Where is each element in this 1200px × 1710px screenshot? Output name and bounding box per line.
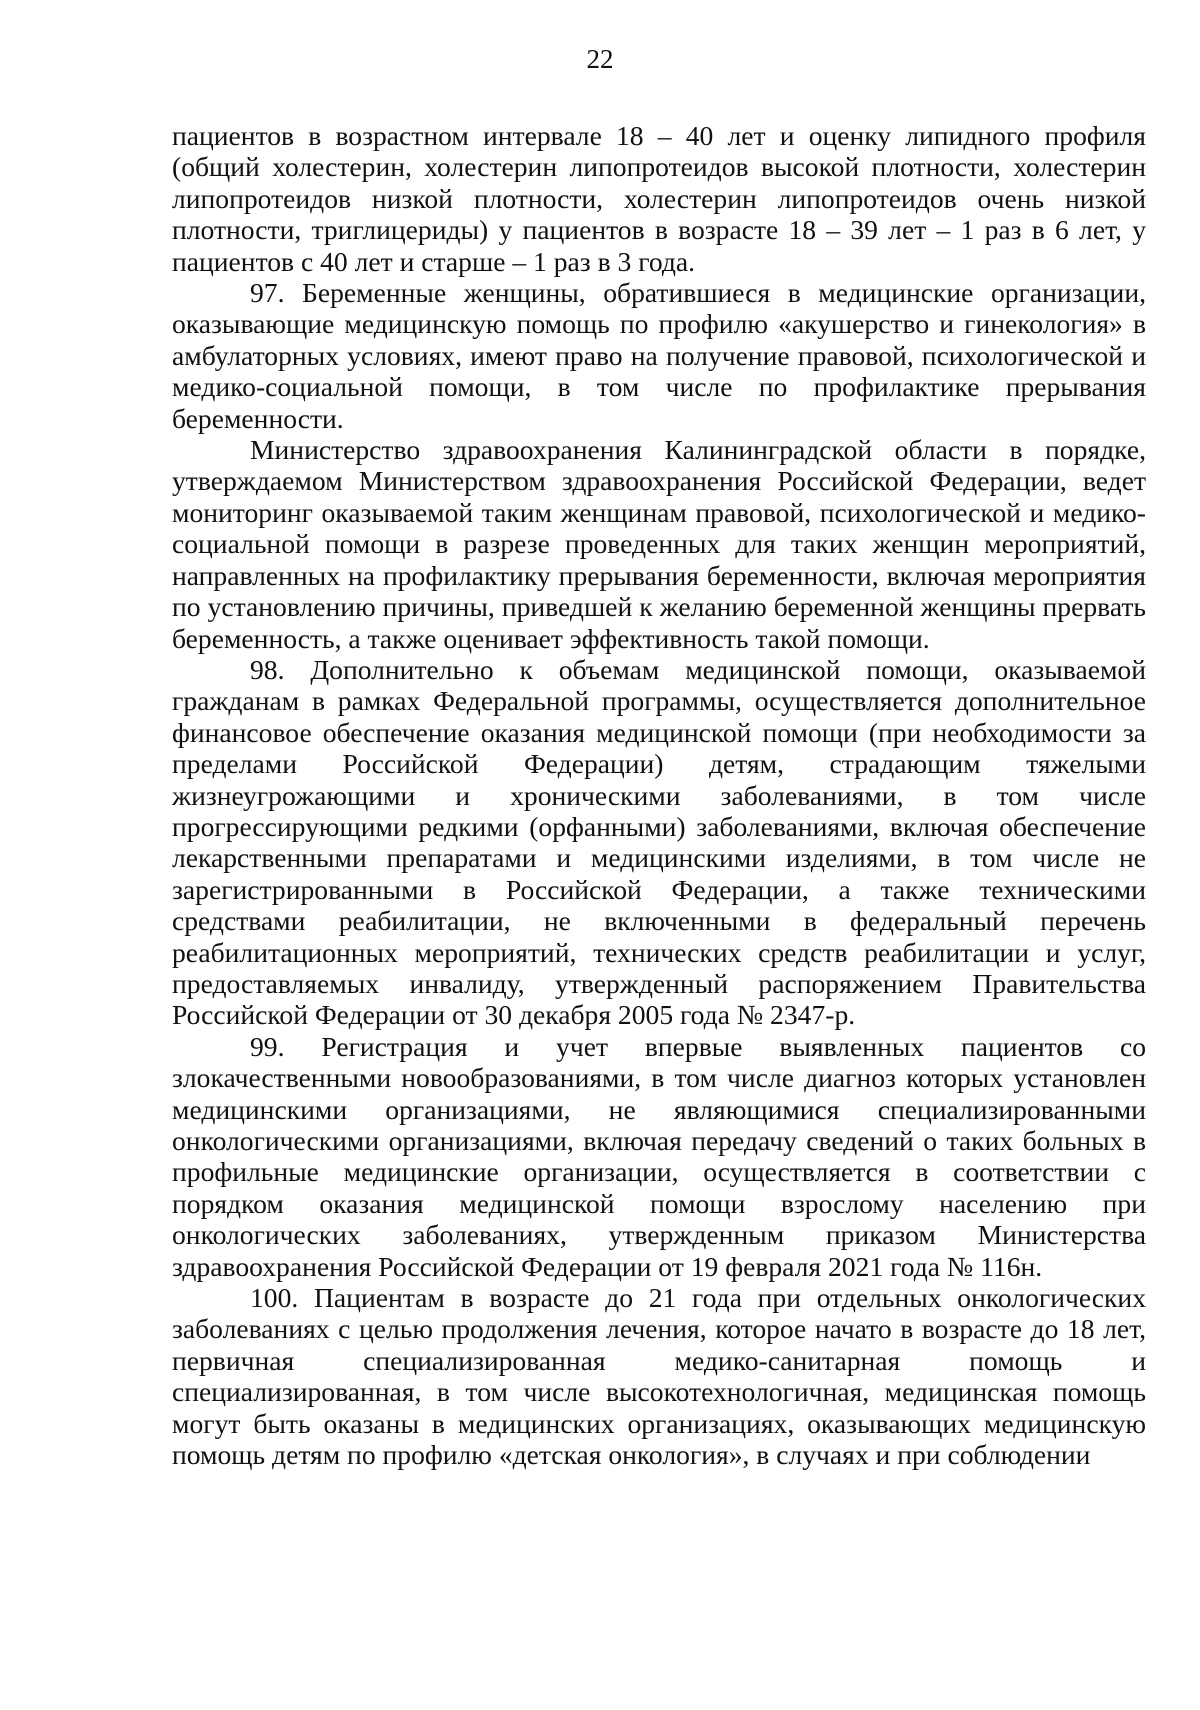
page-number: 22 (586, 44, 614, 74)
paragraph-continued: пациентов в возрастном интервале 18 – 40 лет и оценку липидного профиля (общий холестерин, холестерин липопротеидов высокой плотности, холестерин липопротеидов низкой плотности, холестерин липопротеидов очень низкой плотности, триглицериды) у пациентов в возрасте 18 – 39 лет – 1 раз в 6 лет, у пациентов с 40 лет и старше – 1 раз в 3 года. (172, 120, 1146, 277)
paragraph-97: 97. Беременные женщины, обратившиеся в медицинские организации, оказывающие медицинскую помощь по профилю «акушерство и гинекология» в амбулаторных условиях, имеют право на получение правовой, психологической и медико-социальной помощи, в том числе по профилактике прерывания беременности. (172, 277, 1146, 434)
paragraph-99: 99. Регистрация и учет впервые выявленных пациентов со злокачественными новообразованиями, в том числе диагноз которых установлен медицинскими организациями, не являющимися специализированными онкологическими организациями, включая передачу сведений о таких больных в профильные медицинские организации, осуществляется в соответствии с порядком оказания медицинской помощи взрослому населению при онкологических заболеваниях, утвержденным приказом Министерства здравоохранения Российской Федерации от 19 февраля 2021 года № 116н. (172, 1030, 1146, 1282)
document-body (172, 120, 1146, 1470)
paragraph-100: 100. Пациентам в возрасте до 21 года при отдельных онкологических заболеваниях с целью продолжения лечения, которое начато в возрасте до 18 лет, первичная специализированная медико-санитарная помощь и специализированная, в том числе высокотехнологичная, медицинская помощь могут быть оказаны в медицинских организациях, оказывающих медицинскую помощь детям по профилю «детская онкология», в случаях и при соблюдении (172, 1282, 1146, 1471)
paragraph-98: 98. Дополнительно к объемам медицинской помощи, оказываемой гражданам в рамках Федеральной программы, осуществляется дополнительное финансовое обеспечение оказания медицинской помощи (при необходимости за пределами Российской Федерации) детям, страдающим тяжелыми жизнеугрожающими и хроническими заболеваниями, в том числе прогрессирующими редкими (орфанными) заболеваниями, включая обеспечение лекарственными препаратами и медицинскими изделиями, в том числе не зарегистрированными в Российской Федерации, а также техническими средствами реабилитации, не включенными в федеральный перечень реабилитационных мероприятий, технических средств реабилитации и услуг, предоставляемых инвалиду, утвержденный распоряжением Правительства Российской Федерации от 30 декабря 2005 года № 2347-р. (172, 653, 1146, 1031)
paragraph-97-ministry: Министерство здравоохранения Калининградской области в порядке, утверждаемом Министерством здравоохранения Российской Федерации, ведет мониторинг оказываемой таким женщинам правовой, психологической и медико-социальной помощи в разрезе проведенных для таких женщин мероприятий, направленных на профилактику прерывания беременности, включая мероприятия по установлению причины, приведшей к желанию беременной женщины прервать беременность, а также оценивает эффективность такой помощи. (172, 434, 1146, 654)
